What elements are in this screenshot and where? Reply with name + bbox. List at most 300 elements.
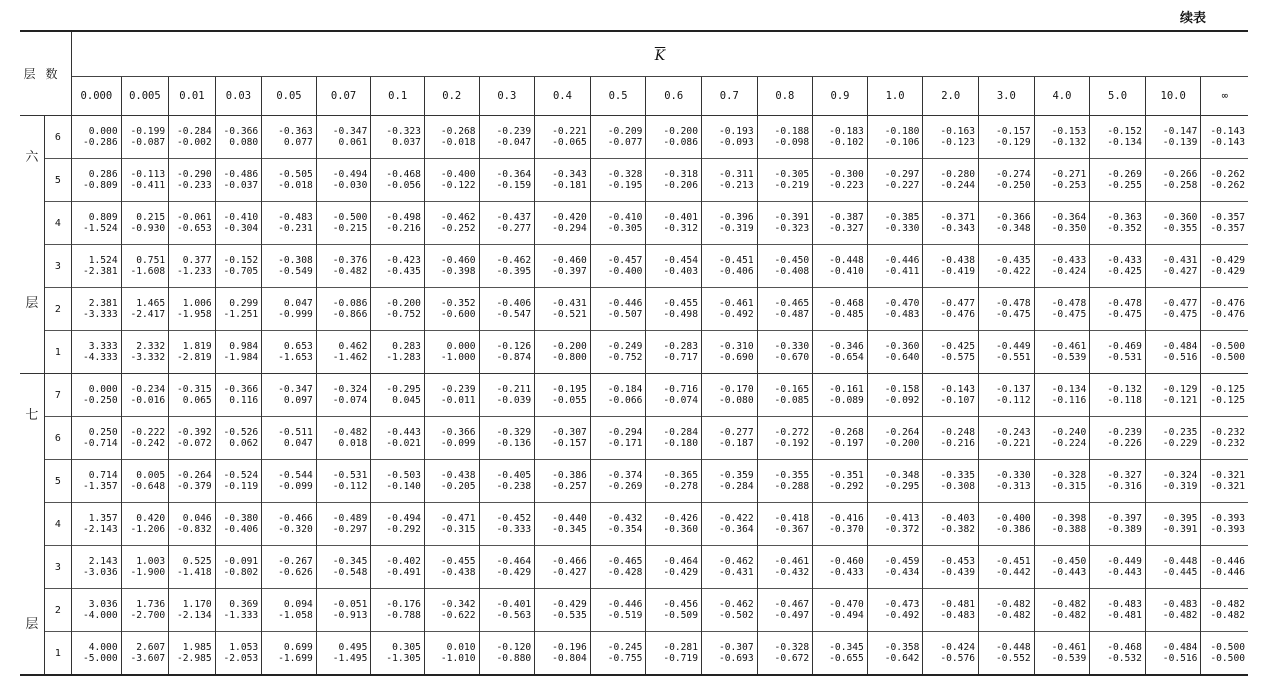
value-bottom: -0.400 (607, 266, 643, 277)
value-top: -0.471 (440, 513, 476, 524)
value-top: -0.402 (386, 556, 421, 567)
value-top: -0.494 (386, 513, 421, 524)
value-top: -0.152 (223, 255, 259, 266)
value-cell (262, 546, 317, 589)
value-top: -0.120 (496, 642, 532, 653)
value-bottom: -0.391 (1162, 524, 1198, 535)
value-cell (923, 374, 979, 417)
value-cell (701, 245, 757, 288)
k-column-header: 0.3 (479, 77, 535, 116)
value-bottom: -1.357 (82, 481, 118, 492)
value-top: -0.462 (718, 556, 754, 567)
value-cell (1090, 546, 1146, 589)
value-bottom: -0.443 (1051, 567, 1087, 578)
value-bottom: -0.445 (1162, 567, 1198, 578)
value-cell (72, 632, 122, 676)
value-cell (1145, 288, 1201, 331)
value-top: -0.061 (177, 212, 212, 223)
value-bottom: -1.305 (386, 653, 421, 664)
value-top: 0.000 (88, 384, 118, 395)
value-bottom: -0.398 (440, 266, 476, 277)
value-bottom: 0.065 (182, 395, 212, 406)
value-cell (813, 546, 868, 589)
value-cell (701, 331, 757, 374)
value-cell (813, 632, 868, 676)
value-bottom: -0.206 (663, 180, 698, 191)
value-cell (1090, 417, 1146, 460)
value-top: -0.505 (278, 169, 313, 180)
value-cell (1034, 288, 1090, 331)
value-bottom: -0.074 (663, 395, 698, 406)
value-top: -0.324 (332, 384, 368, 395)
value-cell (646, 417, 702, 460)
value-top: -0.366 (440, 427, 476, 438)
value-top: 2.332 (136, 341, 166, 352)
value-bottom: -0.258 (1162, 180, 1198, 191)
value-bottom: -0.099 (440, 438, 476, 449)
value-bottom: -0.112 (995, 395, 1031, 406)
value-top: -0.391 (774, 212, 810, 223)
value-bottom: -1.984 (223, 352, 259, 363)
value-top: -0.357 (1210, 212, 1245, 223)
value-top: 1.357 (88, 513, 118, 524)
value-cell (169, 116, 216, 159)
value-bottom: -3.036 (82, 567, 118, 578)
value-bottom: -1.333 (223, 610, 259, 621)
value-bottom: -0.432 (774, 567, 810, 578)
value-top: -0.443 (386, 427, 421, 438)
value-cell (72, 245, 122, 288)
value-bottom: -0.516 (1162, 653, 1198, 664)
value-cell (813, 417, 868, 460)
value-bottom: -0.434 (884, 567, 920, 578)
value-cell (424, 589, 479, 632)
value-top: -0.464 (663, 556, 698, 567)
value-top: -0.398 (1051, 513, 1087, 524)
value-top: -0.342 (440, 599, 476, 610)
value-top: -0.243 (995, 427, 1031, 438)
value-cell (979, 116, 1035, 159)
value-cell (169, 589, 216, 632)
value-bottom: -1.699 (278, 653, 313, 664)
value-bottom: -0.832 (177, 524, 212, 535)
value-top: -0.268 (829, 427, 864, 438)
value-top: -0.239 (1107, 427, 1142, 438)
value-top: -0.468 (1107, 642, 1142, 653)
value-cell (1034, 546, 1090, 589)
k-column-header: 0.8 (757, 77, 813, 116)
value-cell (646, 159, 702, 202)
value-top: -0.461 (1051, 341, 1087, 352)
value-top: -0.284 (177, 126, 212, 137)
value-bottom: -0.087 (130, 137, 166, 148)
value-cell (316, 589, 371, 632)
value-bottom: -0.304 (223, 223, 259, 234)
value-top: -0.351 (829, 470, 864, 481)
value-cell (424, 417, 479, 460)
value-bottom: -0.551 (995, 352, 1031, 363)
value-bottom: -0.531 (1107, 352, 1142, 363)
k-column-header: 0.1 (371, 77, 425, 116)
value-top: 0.250 (88, 427, 118, 438)
value-bottom: -0.422 (995, 266, 1031, 277)
value-bottom: -0.393 (1210, 524, 1245, 535)
value-top: -0.152 (1107, 126, 1142, 137)
value-cell (757, 460, 813, 503)
value-top: -0.380 (223, 513, 259, 524)
layer-number: 2 (44, 589, 71, 632)
value-cell (424, 460, 479, 503)
value-top: -0.401 (663, 212, 698, 223)
value-bottom: -0.539 (1051, 352, 1087, 363)
value-top: 1.736 (136, 599, 166, 610)
value-bottom: -0.345 (552, 524, 587, 535)
value-bottom: -0.171 (607, 438, 643, 449)
value-bottom: -0.539 (1051, 653, 1087, 664)
value-top: -0.297 (884, 169, 920, 180)
value-cell (701, 632, 757, 676)
value-cell (813, 331, 868, 374)
value-cell (1145, 589, 1201, 632)
value-top: -0.284 (663, 427, 698, 438)
value-top: -0.500 (1210, 642, 1245, 653)
value-bottom: -0.323 (774, 223, 810, 234)
value-bottom: -0.388 (1051, 524, 1087, 535)
value-bottom: -0.242 (130, 438, 166, 449)
value-cell (813, 460, 868, 503)
value-bottom: -0.056 (386, 180, 421, 191)
value-bottom: -3.332 (130, 352, 166, 363)
value-bottom: -0.297 (332, 524, 368, 535)
value-cell (757, 632, 813, 676)
k-column-header: 5.0 (1090, 77, 1146, 116)
value-top: -0.358 (884, 642, 920, 653)
value-bottom: -0.705 (223, 266, 259, 277)
value-top: -0.476 (1210, 298, 1245, 309)
value-top: -0.396 (718, 212, 754, 223)
value-bottom: -0.521 (552, 309, 587, 320)
value-top: -0.199 (130, 126, 166, 137)
value-bottom: -2.143 (82, 524, 118, 535)
value-cell (424, 503, 479, 546)
value-top: -0.176 (386, 599, 421, 610)
value-cell (757, 417, 813, 460)
value-bottom: -0.410 (829, 266, 864, 277)
value-cell (479, 245, 535, 288)
value-bottom: -0.197 (829, 438, 864, 449)
value-cell (72, 503, 122, 546)
table-row (20, 632, 1248, 676)
table-row (20, 159, 1248, 202)
value-top: -0.462 (440, 212, 476, 223)
value-cell (867, 589, 923, 632)
value-cell (262, 589, 317, 632)
value-bottom: 0.116 (229, 395, 259, 406)
value-top: -0.281 (663, 642, 698, 653)
value-bottom: -0.752 (607, 352, 643, 363)
value-bottom: -0.238 (496, 481, 532, 492)
value-cell (535, 288, 591, 331)
value-top: 0.000 (88, 126, 118, 137)
value-top: -0.290 (177, 169, 212, 180)
k-column-header: 0.9 (813, 77, 868, 116)
value-cell (867, 288, 923, 331)
value-bottom: -0.648 (130, 481, 166, 492)
value-bottom: -0.119 (223, 481, 259, 492)
value-bottom: -0.122 (440, 180, 476, 191)
value-cell (215, 503, 262, 546)
value-top: -0.200 (552, 341, 587, 352)
value-cell (215, 288, 262, 331)
value-cell (1201, 632, 1248, 676)
value-cell (1090, 589, 1146, 632)
value-bottom: -0.327 (829, 223, 864, 234)
value-cell (121, 417, 169, 460)
value-cell (424, 546, 479, 589)
group-label-cell (20, 374, 44, 676)
value-cell (813, 245, 868, 288)
value-bottom: -0.269 (607, 481, 643, 492)
value-top: -0.450 (774, 255, 810, 266)
value-top: -0.234 (130, 384, 166, 395)
value-cell (646, 245, 702, 288)
value-top: -0.364 (1051, 212, 1087, 223)
value-top: 0.525 (182, 556, 212, 567)
value-top: -0.366 (995, 212, 1031, 223)
value-top: -0.477 (940, 298, 976, 309)
value-top: -0.455 (440, 556, 476, 567)
value-bottom: -0.424 (1051, 266, 1087, 277)
value-top: -0.295 (386, 384, 421, 395)
value-top: 0.377 (182, 255, 212, 266)
value-bottom: -0.425 (1107, 266, 1142, 277)
value-top: -0.448 (1162, 556, 1198, 567)
value-top: -0.311 (718, 169, 754, 180)
value-top: -0.435 (995, 255, 1031, 266)
value-cell (316, 546, 371, 589)
value-top: -0.526 (223, 427, 259, 438)
value-cell (262, 460, 317, 503)
value-bottom: -0.516 (1162, 352, 1198, 363)
value-cell (979, 589, 1035, 632)
value-bottom: -0.475 (1051, 309, 1087, 320)
value-bottom: -0.443 (1107, 567, 1142, 578)
value-bottom: -1.462 (332, 352, 368, 363)
value-top: -0.469 (1107, 341, 1142, 352)
value-bottom: -0.055 (552, 395, 587, 406)
value-top: -0.473 (884, 599, 920, 610)
value-bottom: -0.809 (82, 180, 118, 191)
value-top: -0.051 (332, 599, 368, 610)
value-cell (535, 116, 591, 159)
value-cell (316, 632, 371, 676)
value-cell (479, 202, 535, 245)
value-top: -0.264 (884, 427, 920, 438)
table-row (20, 417, 1248, 460)
value-cell (701, 374, 757, 417)
value-bottom: -0.224 (1051, 438, 1087, 449)
value-cell (479, 116, 535, 159)
value-cell (215, 331, 262, 374)
value-top: -0.371 (940, 212, 976, 223)
value-bottom: -4.000 (82, 610, 118, 621)
value-bottom: -1.495 (332, 653, 368, 664)
k-column-header: 2.0 (923, 77, 979, 116)
value-top: -0.433 (1107, 255, 1142, 266)
value-cell (1145, 546, 1201, 589)
value-top: -0.355 (774, 470, 810, 481)
value-cell (316, 331, 371, 374)
group-label-cell (20, 116, 44, 374)
value-bottom: -0.107 (940, 395, 976, 406)
value-cell (262, 116, 317, 159)
value-bottom: -0.121 (1162, 395, 1198, 406)
value-top: 2.381 (88, 298, 118, 309)
value-bottom: -0.233 (177, 180, 212, 191)
value-top: -0.465 (774, 298, 810, 309)
value-cell (646, 589, 702, 632)
value-bottom: -0.116 (1051, 395, 1087, 406)
value-top: -0.498 (386, 212, 421, 223)
value-top: -0.264 (177, 470, 212, 481)
value-cell (1090, 245, 1146, 288)
value-cell (169, 546, 216, 589)
value-bottom: -0.195 (607, 180, 643, 191)
value-cell (535, 202, 591, 245)
value-cell (867, 116, 923, 159)
value-top: -0.283 (663, 341, 698, 352)
value-cell (316, 288, 371, 331)
value-top: -0.448 (829, 255, 864, 266)
layer-number: 3 (44, 245, 71, 288)
value-bottom: -0.330 (884, 223, 920, 234)
value-cell (923, 159, 979, 202)
value-bottom: -2.819 (177, 352, 212, 363)
value-bottom: -0.157 (552, 438, 587, 449)
value-bottom: -0.357 (1210, 223, 1245, 234)
value-top: -0.222 (130, 427, 166, 438)
value-bottom: -0.294 (552, 223, 587, 234)
value-bottom: 0.045 (392, 395, 421, 406)
value-cell (1034, 116, 1090, 159)
value-bottom: -0.215 (332, 223, 368, 234)
k-column-header: 0.000 (72, 77, 122, 116)
value-cell (1145, 245, 1201, 288)
value-bottom: -0.143 (1210, 137, 1245, 148)
value-top: -0.446 (607, 599, 643, 610)
value-bottom: -0.316 (1107, 481, 1142, 492)
value-bottom: -0.403 (663, 266, 698, 277)
value-top: 4.000 (88, 642, 118, 653)
value-bottom: -1.418 (177, 567, 212, 578)
continued-label: 续表 (1179, 11, 1206, 26)
value-top: -0.165 (774, 384, 810, 395)
table-row (20, 589, 1248, 632)
value-top: -0.416 (829, 513, 864, 524)
group-name-bottom: 层 (25, 617, 39, 632)
value-top: -0.374 (607, 470, 643, 481)
value-cell (1145, 503, 1201, 546)
value-top: -0.489 (332, 513, 368, 524)
value-bottom: -0.576 (940, 653, 976, 664)
k-column-header: 0.5 (590, 77, 646, 116)
value-bottom: -0.552 (995, 653, 1031, 664)
value-top: -0.429 (552, 599, 587, 610)
value-top: -0.307 (552, 427, 587, 438)
value-top: -0.465 (607, 556, 643, 567)
value-bottom: -0.548 (332, 567, 368, 578)
value-bottom: -0.244 (940, 180, 976, 191)
value-bottom: 0.062 (229, 438, 259, 449)
value-bottom: -0.397 (552, 266, 587, 277)
layer-number: 7 (44, 374, 71, 417)
value-bottom: -0.181 (552, 180, 587, 191)
value-bottom: -0.804 (552, 653, 587, 664)
value-top: -0.400 (440, 169, 476, 180)
value-cell (701, 546, 757, 589)
value-top: -0.468 (829, 298, 864, 309)
value-top: 3.333 (88, 341, 118, 352)
value-bottom: -0.292 (829, 481, 864, 492)
value-cell (121, 288, 169, 331)
value-cell (590, 460, 646, 503)
value-bottom: -0.295 (884, 481, 920, 492)
value-cell (72, 460, 122, 503)
k-column-header: 1.0 (867, 77, 923, 116)
value-cell (923, 331, 979, 374)
value-bottom: -0.348 (995, 223, 1031, 234)
value-top: -0.437 (496, 212, 532, 223)
value-bottom: -1.058 (278, 610, 313, 621)
value-top: -0.308 (278, 255, 313, 266)
value-top: -0.330 (995, 470, 1031, 481)
value-cell (316, 374, 371, 417)
layer-number: 1 (44, 632, 71, 676)
value-bottom: -0.482 (332, 266, 368, 277)
value-cell (215, 417, 262, 460)
value-cell (215, 202, 262, 245)
value-cell (371, 460, 425, 503)
value-top: -0.387 (829, 212, 864, 223)
value-cell (701, 116, 757, 159)
value-top: 0.010 (446, 642, 476, 653)
value-cell (121, 374, 169, 417)
value-bottom: -0.429 (1210, 266, 1245, 277)
value-cell (757, 589, 813, 632)
table-row (20, 331, 1248, 374)
value-top: -0.170 (718, 384, 754, 395)
value-top: -0.482 (995, 599, 1031, 610)
value-cell (979, 460, 1035, 503)
value-bottom: -2.700 (130, 610, 166, 621)
value-cell (535, 589, 591, 632)
value-bottom: -0.382 (940, 524, 976, 535)
value-cell (979, 374, 1035, 417)
value-cell (169, 288, 216, 331)
value-bottom: -0.118 (1107, 395, 1142, 406)
k-column-header: 0.2 (424, 77, 479, 116)
value-top: -0.209 (607, 126, 643, 137)
value-bottom: -1.524 (82, 223, 118, 234)
value-bottom: -2.381 (82, 266, 118, 277)
value-top: -0.324 (1162, 470, 1198, 481)
layers-header: 层数 (20, 31, 72, 116)
value-bottom: -0.642 (884, 653, 920, 664)
value-top: -0.277 (718, 427, 754, 438)
value-cell (590, 288, 646, 331)
value-top: -0.477 (1162, 298, 1198, 309)
k-header: $\overline{K}$ (72, 31, 1248, 77)
